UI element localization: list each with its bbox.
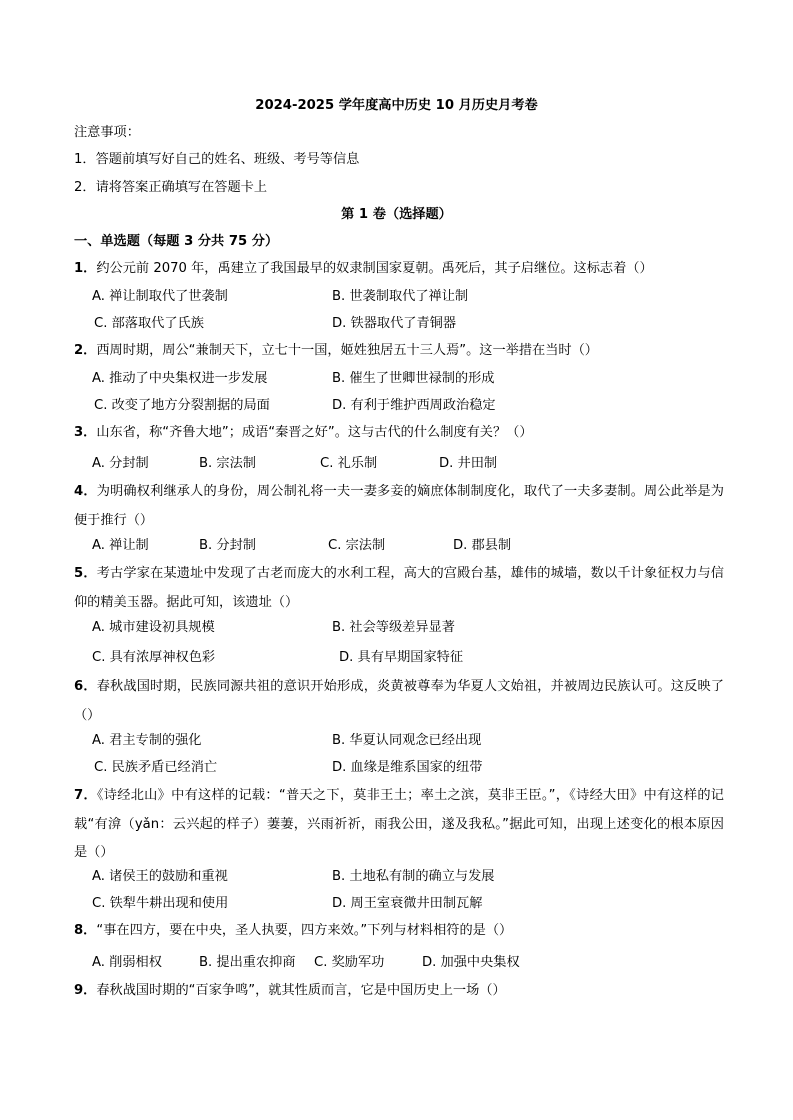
option-d: D. 有利于维护西周政治稳定 [332, 398, 496, 413]
question-stem [74, 977, 724, 1006]
question-stem [74, 782, 724, 868]
question-number: 4． [74, 484, 97, 499]
option-d: D. 加强中央集权 [422, 955, 520, 970]
option-c: C. 奖励军功 [314, 955, 385, 970]
question-number: 3． [74, 425, 97, 440]
question-text: 考古学家在某遗址中发现了古老而庞大的水利工程，高大的宫殿台基，雄伟的城墙，数以千计象征权力与信仰的精美玉器。据此可知，该遗址（） [74, 566, 724, 610]
option-a: A. 推动了中央集权进一步发展 [92, 371, 268, 386]
option-c: C. 部落取代了氏族 [94, 316, 204, 331]
question-stem [74, 560, 724, 617]
notice-item: 1．答题前填写好自己的姓名、班级、考号等信息 [74, 152, 360, 167]
option-b: B. 社会等级差异显著 [332, 620, 455, 635]
question-number: 1． [74, 261, 97, 276]
question-text: 山东省，称“齐鲁大地”；成语“秦晋之好”。这与古代的什么制度有关？（） [96, 425, 533, 440]
option-b: B. 土地私有制的确立与发展 [332, 869, 495, 884]
question-number: 2． [74, 343, 97, 358]
option-a: A. 禅让制取代了世袭制 [92, 289, 228, 304]
option-c: C. 具有浓厚神权色彩 [92, 650, 216, 665]
option-d: D. 郡县制 [453, 538, 512, 553]
option-d: D. 具有早期国家特征 [339, 650, 464, 665]
option-a: A. 诸侯王的鼓励和重视 [92, 869, 228, 884]
option-a: A. 城市建设初具规模 [92, 620, 215, 635]
part-title: 第 1 卷（选择题） [341, 207, 452, 222]
question-stem [74, 917, 724, 946]
question-stem [74, 337, 724, 366]
option-b: B. 宗法制 [199, 456, 256, 471]
option-d: D. 铁器取代了青铜器 [332, 316, 457, 331]
exam-title: 2024-2025 学年度高中历史 10 月历史月考卷 [255, 98, 538, 113]
question-number: 6． [74, 679, 97, 694]
option-c: C. 铁犁牛耕出现和使用 [92, 896, 229, 911]
option-a: A. 君主专制的强化 [92, 733, 202, 748]
option-c: C. 民族矛盾已经消亡 [94, 760, 218, 775]
option-d: D. 血缘是维系国家的纽带 [332, 760, 483, 775]
option-c: C. 礼乐制 [320, 456, 378, 471]
option-b: B. 分封制 [199, 538, 256, 553]
option-a: A. 禅让制 [92, 538, 149, 553]
notice-item: 2．请将答案正确填写在答题卡上 [74, 180, 268, 195]
question-number: 9． [74, 983, 97, 998]
question-text: 为明确权利继承人的身份，周公制礼将一夫一妻多妾的嫡庶体制制度化，取代了一夫多妻制。周公此举是为便于推行（） [74, 484, 724, 528]
option-c: C. 宗法制 [328, 538, 386, 553]
question-number: 8． [74, 923, 97, 938]
question-number: 5． [74, 566, 97, 581]
question-text: 西周时期，周公“兼制天下，立七十一国，姬姓独居五十三人焉”。这一举措在当时（） [96, 343, 598, 358]
option-d: D. 周王室衰微井田制瓦解 [332, 896, 483, 911]
question-stem [74, 419, 724, 448]
option-b: B. 华夏认同观念已经出现 [332, 733, 482, 748]
option-b: B. 世袭制取代了禅让制 [332, 289, 469, 304]
notice-heading: 注意事项： [74, 125, 140, 140]
question-text: 《诗经北山》中有这样的记载：“普天之下，莫非王土；率土之滨，莫非王臣。”，《诗经大田》中有这样的记载“有渰（yǎn：云兴起的样子）萋萋，兴雨祈祈，雨我公田，遂及我私。”据此可知，出现上述变化的根本原因是（） [74, 788, 724, 860]
question-text: “事在四方，要在中央，圣人执要，四方来效。”下列与材料相符的是（） [96, 923, 513, 938]
option-b: B. 催生了世卿世禄制的形成 [332, 371, 495, 386]
question-stem [74, 255, 724, 284]
option-a: A. 削弱相权 [92, 955, 162, 970]
option-a: A. 分封制 [92, 456, 149, 471]
question-text: 春秋战国时期的“百家争鸣”，就其性质而言，它是中国历史上一场（） [96, 983, 506, 998]
option-c: C. 改变了地方分裂割据的局面 [94, 398, 270, 413]
question-text: 约公元前 2070 年，禹建立了我国最早的奴隶制国家夏朝。禹死后，其子启继位。这标志着（） [96, 261, 653, 276]
option-b: B. 提出重农抑商 [199, 955, 296, 970]
question-stem [74, 673, 724, 730]
question-text: 春秋战国时期，民族同源共祖的意识开始形成，炎黄被尊奉为华夏人文始祖，并被周边民族认可。这反映了（） [74, 679, 724, 723]
section-heading: 一、单选题（每题 3 分共 75 分） [74, 234, 279, 249]
option-d: D. 井田制 [439, 456, 498, 471]
question-number: 7． [74, 788, 97, 803]
question-stem [74, 478, 724, 535]
